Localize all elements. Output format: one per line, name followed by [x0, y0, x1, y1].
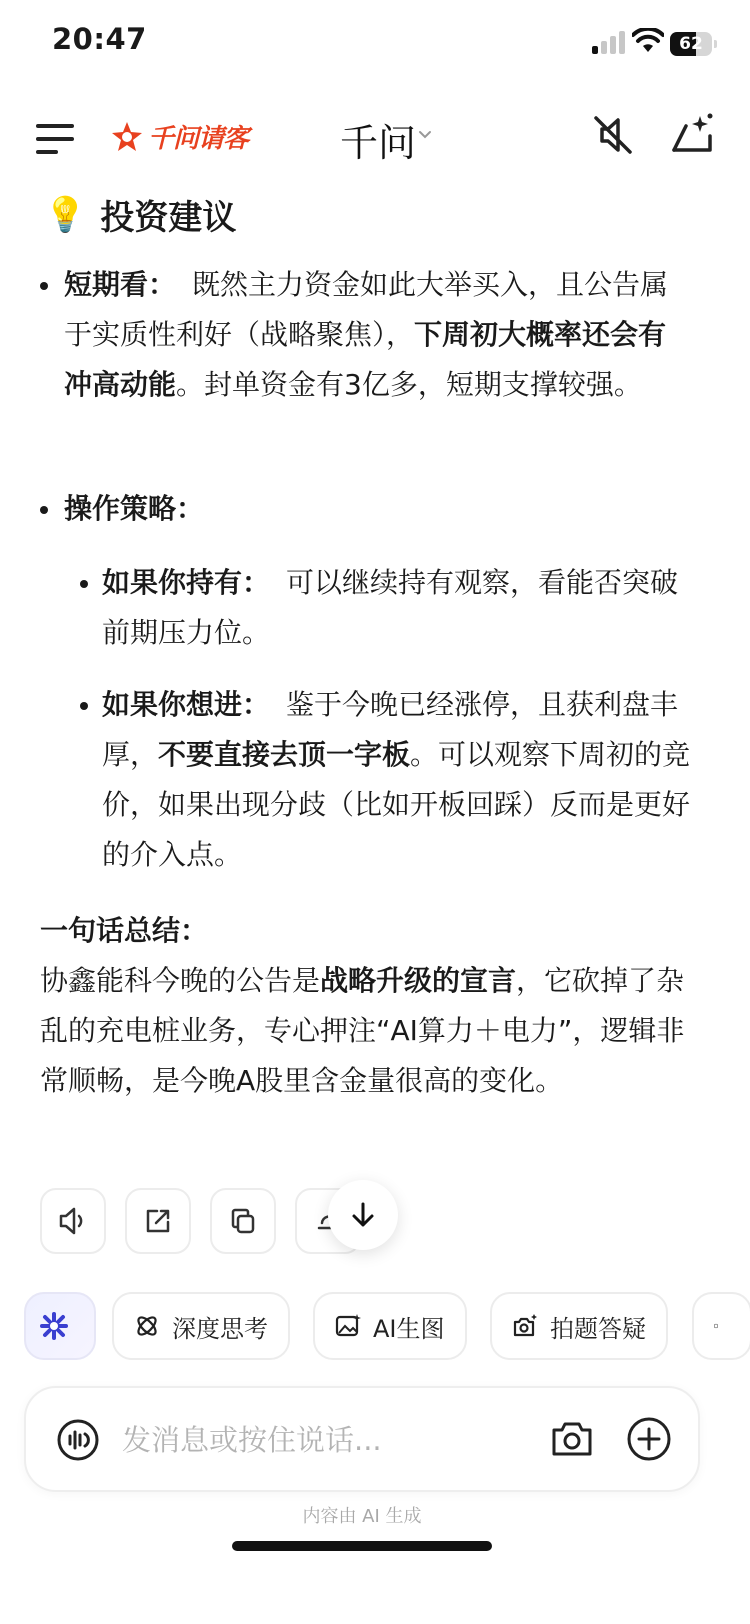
short-term-bold: 下周初大概率还会有冲高动能: [64, 318, 667, 401]
speaker-mute-icon[interactable]: [592, 114, 634, 156]
sparkle-icon: [39, 1311, 69, 1341]
section-title: 投资建议: [100, 198, 237, 238]
entering-paragraph: [102, 680, 692, 880]
add-icon[interactable]: [626, 1416, 672, 1462]
status-time: 20:47: [52, 22, 147, 56]
message-input[interactable]: 发消息或按住说话...: [122, 1423, 382, 1457]
sub-bullet-dot: [80, 702, 88, 710]
camera-icon[interactable]: [550, 1418, 594, 1460]
entering-text1: 鉴于今晚已经涨停，且获利盘丰厚，: [102, 688, 679, 771]
bullet-dot: [40, 506, 48, 514]
short-term-text2: 。封单资金有3亿多，短期支撑较强。: [176, 368, 642, 401]
menu-icon[interactable]: [36, 124, 76, 154]
entering-bold: 不要直接去顶一字板: [158, 738, 411, 771]
summary-bold: 战略升级的宣言: [320, 964, 517, 997]
speaker-icon: [57, 1206, 89, 1236]
deep-think-icon: [134, 1313, 160, 1339]
entering-text2: 。可以观察下周初的竞价，如果出现分歧（比如开板回踩）反而是更好的介入点。: [102, 738, 691, 871]
message-composer[interactable]: [24, 1386, 700, 1492]
short-term-paragraph: [64, 260, 694, 410]
skills-chip[interactable]: [24, 1292, 96, 1360]
summary-text2: ，它砍掉了杂乱的充电桩业务，专心押注“AI算力＋电力”，逻辑非常顺畅，是今晚A股里含金量很高的变化。: [40, 964, 685, 1097]
more-chip[interactable]: [692, 1292, 750, 1360]
short-term-text1: 既然主力资金如此大举买入，且公告属于实质性利好（战略聚焦），: [64, 268, 669, 351]
share-button[interactable]: [125, 1188, 191, 1254]
summary-paragraph: [40, 906, 700, 1106]
page-title[interactable]: 千问: [340, 121, 417, 165]
copy-icon: [228, 1206, 258, 1236]
cellular-signal-icon: [592, 30, 626, 54]
chip-label: 拍题答疑: [550, 1314, 646, 1343]
deep-think-chip[interactable]: [112, 1292, 290, 1360]
copy-button[interactable]: [210, 1188, 276, 1254]
bullet-dot: [40, 282, 48, 290]
battery-icon: [670, 32, 712, 56]
battery-tip: [714, 40, 717, 48]
sub-bullet-dot: [80, 580, 88, 588]
chip-label: AI生图: [373, 1314, 445, 1343]
photo-question-chip[interactable]: [490, 1292, 668, 1360]
promo-logo[interactable]: [110, 118, 248, 155]
chip-label: 深度思考: [172, 1314, 268, 1343]
scroll-to-bottom-button[interactable]: [328, 1180, 398, 1250]
image-gen-icon: [335, 1313, 361, 1339]
chevron-down-icon[interactable]: [418, 130, 432, 140]
lightbulb-icon: 💡: [44, 194, 87, 235]
section-heading: [44, 190, 236, 239]
share-icon: [143, 1206, 173, 1236]
ai-image-chip[interactable]: [313, 1292, 467, 1360]
summary-label: 一句话总结：: [40, 914, 209, 947]
battery-level: 62: [679, 34, 703, 54]
voice-input-icon[interactable]: [56, 1418, 100, 1462]
logo-text: 千问请客: [148, 124, 249, 154]
new-chat-sparkle-icon[interactable]: [670, 112, 716, 154]
holding-label: 如果你持有：: [102, 566, 271, 599]
short-term-label: 短期看：: [64, 268, 177, 301]
holding-paragraph: [102, 558, 692, 658]
logo-star-icon: [110, 120, 144, 154]
home-indicator[interactable]: [232, 1541, 492, 1551]
arrow-down-icon: [348, 1200, 378, 1230]
photo-question-icon: [512, 1313, 538, 1339]
ai-disclaimer: 内容由 AI 生成: [302, 1506, 422, 1527]
strategy-heading: [64, 484, 694, 534]
summary-text1: 协鑫能科今晚的公告是: [40, 964, 321, 997]
holding-text: 可以继续持有观察，看能否突破前期压力位。: [102, 566, 679, 649]
wifi-icon: [632, 28, 664, 54]
strategy-label: 操作策略：: [64, 492, 205, 525]
more-tool-icon: [714, 1313, 718, 1339]
entering-label: 如果你想进：: [102, 688, 271, 721]
read-aloud-button[interactable]: [40, 1188, 106, 1254]
